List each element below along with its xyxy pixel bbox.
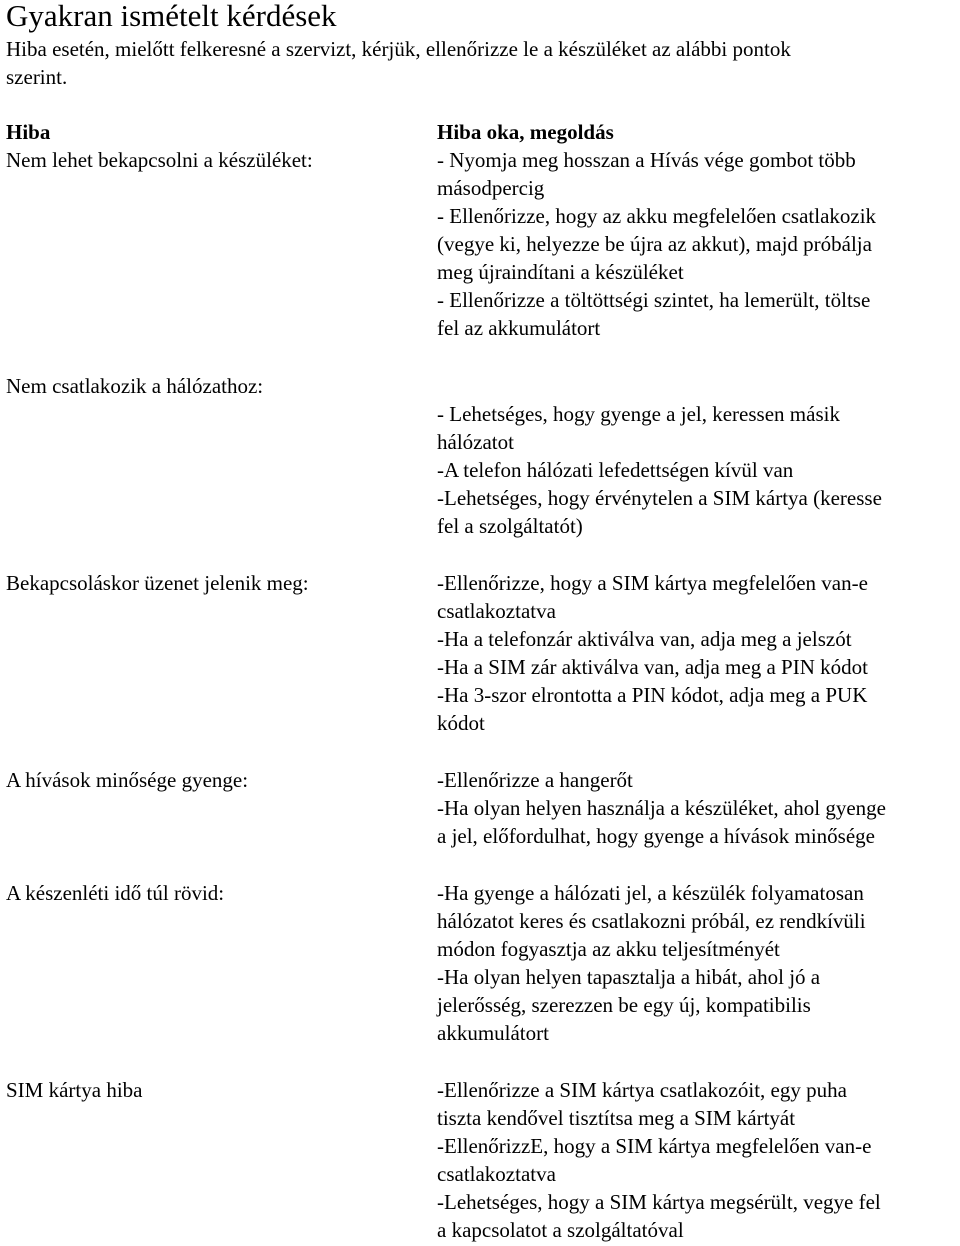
solution-line: csatlakoztatva (437, 1162, 556, 1186)
solution-line: tiszta kendővel tisztítsa meg a SIM kártyát (437, 1106, 796, 1130)
solution-call-quality (437, 766, 959, 850)
solution-line: a jel, előfordulhat, hogy gyenge a hívások minősége (437, 824, 875, 848)
problem-label-network: Nem csatlakozik a hálózathoz: (6, 374, 264, 398)
solution-power (437, 146, 959, 342)
solution-line: fel a szolgáltatót) (437, 514, 583, 538)
solution-line: -EllenőrizzE, hogy a SIM kártya megfelelően van-e (437, 1134, 872, 1158)
solution-line: meg újraindítani a készüléket (437, 260, 684, 284)
solution-line: -Lehetséges, hogy érvénytelen a SIM kártya (keresse (437, 486, 882, 510)
solution-line: -Ha gyenge a hálózati jel, a készülék folyamatosan (437, 881, 864, 905)
problem-label-sim-error: SIM kártya hiba (6, 1078, 143, 1102)
solution-line: - Ellenőrizze, hogy az akku megfelelően csatlakozik (437, 204, 877, 228)
solution-line: -Ha 3-szor elrontotta a PIN kódot, adja meg a PUK (437, 683, 868, 707)
solution-line: -A telefon hálózati lefedettségen kívül van (437, 458, 794, 482)
problem-label-startup-message: Bekapcsoláskor üzenet jelenik meg: (6, 571, 309, 595)
solution-line: hálózatot keres és csatlakozni próbál, ez rendkívüli (437, 909, 866, 933)
solution-line: -Ha a telefonzár aktiválva van, adja meg a jelszót (437, 627, 852, 651)
solution-line: -Ha olyan helyen használja a készüléket, ahol gyenge (437, 796, 886, 820)
solution-line: - Ellenőrizze a töltöttségi szintet, ha lemerült, töltse (437, 288, 871, 312)
intro-line: szerint. (6, 65, 68, 89)
solution-line: jelerősség, szerezzen be egy új, kompatibilis (437, 993, 811, 1017)
solution-column-header: Hiba oka, megoldás (437, 120, 614, 144)
solution-line: -Ellenőrizze, hogy a SIM kártya megfelelően van-e (437, 571, 868, 595)
solution-line: hálózatot (437, 430, 514, 454)
solution-line: csatlakoztatva (437, 599, 556, 623)
solution-line: a kapcsolatot a szolgáltatóval (437, 1218, 684, 1242)
solution-line: - Lehetséges, hogy gyenge a jel, keressen másik (437, 402, 840, 426)
solution-startup-message (437, 569, 959, 737)
solution-line: fel az akkumulátort (437, 316, 601, 340)
solution-line: másodpercig (437, 176, 545, 200)
solution-line: -Ha a SIM zár aktiválva van, adja meg a PIN kódot (437, 655, 868, 679)
solution-line: (vegye ki, helyezze be újra az akkut), majd próbálja (437, 232, 872, 256)
solution-network (437, 400, 959, 540)
solution-line: kódot (437, 711, 485, 735)
solution-line: -Ellenőrizze a hangerőt (437, 768, 633, 792)
solution-line: - Nyomja meg hosszan a Hívás vége gombot több (437, 148, 856, 172)
problem-label-standby-time: A készenléti idő túl rövid: (6, 881, 225, 905)
solution-sim-error (437, 1076, 959, 1244)
problem-label-power: Nem lehet bekapcsolni a készüléket: (6, 148, 313, 172)
solution-line: akkumulátort (437, 1021, 549, 1045)
intro-text (6, 35, 954, 91)
solution-standby-time (437, 879, 959, 1047)
solution-line: -Ha olyan helyen tapasztalja a hibát, ahol jó a (437, 965, 821, 989)
solution-line: -Ellenőrizze a SIM kártya csatlakozóit, egy puha (437, 1078, 847, 1102)
problem-column-header: Hiba (6, 120, 51, 144)
page-title: Gyakran ismételt kérdések (6, 0, 337, 33)
problem-label-call-quality: A hívások minősége gyenge: (6, 768, 249, 792)
solution-line: módon fogyasztja az akku teljesítményét (437, 937, 780, 961)
solution-line: -Lehetséges, hogy a SIM kártya megsérült, vegye fel (437, 1190, 881, 1214)
intro-line: Hiba esetén, mielőtt felkeresné a szervizt, kérjük, ellenőrizze le a készüléket az alábbi pontok (6, 37, 791, 61)
